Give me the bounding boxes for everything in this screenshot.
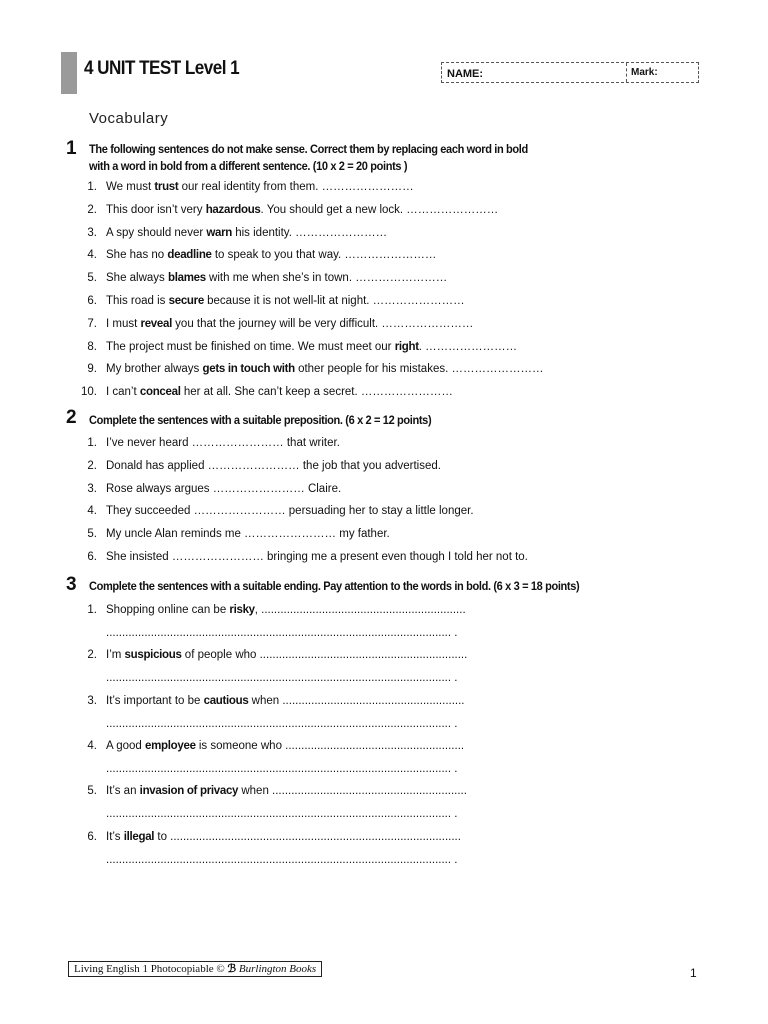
item-text: Donald has applied …………………… the job that you advertised. <box>106 459 441 472</box>
name-mark-box <box>441 62 699 83</box>
item-text-before: She always <box>106 272 169 285</box>
item-text-before: This road is <box>106 295 169 307</box>
item-text-before: I must <box>106 317 141 330</box>
page-title: 4 UNIT TEST Level 1 <box>84 58 240 79</box>
item-text: Rose always argues …………………… Claire. <box>106 482 342 495</box>
item-answer-line: ............................................................................................................ . <box>106 808 458 821</box>
exercise-item <box>70 784 467 799</box>
item-number: 6. <box>87 295 97 307</box>
title-accent-bar <box>61 52 77 94</box>
exercise-item <box>70 482 341 497</box>
item-text-before: I can’t <box>106 386 140 399</box>
item-number: 2. <box>87 203 97 216</box>
exercise-item <box>70 550 528 565</box>
item-text-before: Shopping online can be <box>106 604 230 616</box>
exercise-item <box>70 385 453 400</box>
item-text-after: you that the journey will be very difficult. …………………… <box>171 317 474 330</box>
item-bold-word: gets in touch with <box>202 363 295 376</box>
exercise-3-instructions: Complete the sentences with a suitable ending. Pay attention to the words in bold. (6 x 3 = 18 points) <box>89 579 580 593</box>
exercise-item <box>70 603 466 618</box>
footer-brand: Burlington Books <box>238 963 317 975</box>
item-text: My uncle Alan reminds me …………………… my father. <box>106 528 390 541</box>
item-text: She insisted …………………… bringing me a present even though I told her not to. <box>106 551 528 563</box>
name-field-label: NAME: <box>447 68 484 80</box>
exercise-item <box>70 436 340 451</box>
item-text-after: . …………………… <box>418 340 518 353</box>
mark-field-label: Mark: <box>631 67 658 78</box>
exercise-item <box>70 180 414 195</box>
item-number: 3. <box>87 694 97 707</box>
item-text-before: The project must be finished on time. We must meet our <box>106 340 395 353</box>
exercise-item <box>70 739 464 754</box>
burlington-logo-icon: ℬ <box>227 963 237 975</box>
item-answer-line: ............................................................................................................ . <box>106 717 458 730</box>
exercise-item <box>70 294 465 309</box>
item-text-before: I’m <box>106 649 125 662</box>
exercise-item <box>70 504 474 519</box>
item-bold-word: blames <box>168 272 206 285</box>
item-answer-line: ............................................................................................................ . <box>106 762 458 775</box>
exercise-item <box>70 248 436 263</box>
exercise-item <box>70 317 473 332</box>
item-number: 8. <box>87 340 97 353</box>
exercise-1-instruction-line: with a word in bold from a different sentence. (10 x 2 = 20 points ) <box>89 159 408 173</box>
item-text-before: My brother always <box>106 363 203 376</box>
item-bold-word: conceal <box>139 386 181 399</box>
exercise-1-instructions <box>89 141 528 175</box>
exercise-1-instruction-line: The following sentences do not make sense. Correct them by replacing each word in bold <box>89 142 528 156</box>
item-number: 5. <box>87 785 97 798</box>
item-text-after: to ........................................................................................... <box>154 830 461 843</box>
item-text-before: She has no <box>106 249 168 262</box>
item-number: 4. <box>87 739 97 752</box>
exercise-item <box>70 694 465 709</box>
item-text-after: to speak to you that way. …………………… <box>211 249 437 262</box>
item-bold-word: invasion of privacy <box>139 785 239 798</box>
item-text-before: We must <box>106 181 155 193</box>
item-text-before: A spy should never <box>106 226 207 239</box>
item-answer-line: ............................................................................................................ . <box>106 627 458 639</box>
item-text-before: It’s <box>106 830 124 843</box>
item-text-after: because it is not well-lit at night. …………………… <box>203 295 465 307</box>
item-text-after: , ................................................................ <box>254 604 466 616</box>
item-bold-word: trust <box>154 181 179 193</box>
exercise-item <box>70 830 461 845</box>
item-text-after: is someone who ........................................................ <box>195 739 465 752</box>
footer-copyright <box>68 961 322 977</box>
item-text-after: with me when she’s in town. …………………… <box>205 272 448 285</box>
exercise-item <box>70 340 517 355</box>
exercise-item <box>70 648 467 663</box>
exercise-item <box>70 527 390 542</box>
exercise-item <box>70 226 387 241</box>
item-answer-line: ............................................................................................................ . <box>106 853 458 866</box>
item-number: 10. <box>81 386 97 399</box>
item-bold-word: risky <box>229 604 255 616</box>
exercise-item <box>70 459 441 474</box>
item-text-after: her at all. She can’t keep a secret. …………………… <box>180 386 453 399</box>
item-text-before: A good <box>106 739 146 752</box>
item-text-after: his identity. …………………… <box>232 226 388 239</box>
item-number: 3. <box>87 482 97 495</box>
footer-text: Living English 1 Photocopiable © <box>74 963 228 975</box>
item-bold-word: deadline <box>167 249 212 262</box>
item-text: I’ve never heard …………………… that writer. <box>106 437 340 449</box>
item-text-after: . You should get a new lock. …………………… <box>260 203 499 216</box>
item-bold-word: secure <box>168 295 204 307</box>
name-mark-divider <box>626 63 627 82</box>
exercise-item <box>70 203 498 218</box>
page-number: 1 <box>690 966 697 980</box>
item-answer-line: ............................................................................................................ . <box>106 672 458 685</box>
item-number: 6. <box>87 551 97 563</box>
item-bold-word: illegal <box>123 830 155 843</box>
section-heading: Vocabulary <box>89 110 169 127</box>
item-number: 1. <box>87 181 97 193</box>
item-text-after: other people for his mistakes. …………………… <box>294 363 544 376</box>
item-number: 7. <box>87 317 97 330</box>
item-number: 2. <box>87 459 97 472</box>
item-text-after: our real identity from them. …………………… <box>178 181 414 193</box>
item-text-before: It’s important to be <box>106 694 204 707</box>
item-text-before: It’s an <box>106 785 140 798</box>
exercise-item <box>70 362 543 377</box>
item-text-after: when ............................................................. <box>238 785 467 798</box>
item-number: 4. <box>87 249 97 262</box>
item-bold-word: reveal <box>140 317 172 330</box>
item-bold-word: suspicious <box>124 649 182 662</box>
item-number: 3. <box>87 226 97 239</box>
exercise-1-number: 1 <box>66 138 77 159</box>
item-number: 1. <box>87 604 97 616</box>
item-number: 6. <box>87 830 97 843</box>
item-number: 5. <box>87 528 97 541</box>
item-text: They succeeded …………………… persuading her to stay a little longer. <box>106 505 474 518</box>
item-number: 9. <box>87 363 97 376</box>
item-bold-word: employee <box>145 739 196 752</box>
item-number: 2. <box>87 649 97 662</box>
item-bold-word: hazardous <box>205 203 261 216</box>
item-number: 5. <box>87 272 97 285</box>
item-text-after: of people who ................................................................. <box>181 649 468 662</box>
exercise-2-number: 2 <box>66 407 77 428</box>
item-text-before: This door isn’t very <box>106 203 206 216</box>
item-bold-word: cautious <box>203 694 249 707</box>
exercise-2-instructions: Complete the sentences with a suitable preposition. (6 x 2 = 12 points) <box>89 413 432 427</box>
item-text-after: when ......................................................... <box>248 694 465 707</box>
item-number: 4. <box>87 505 97 518</box>
exercise-item <box>70 271 447 286</box>
item-bold-word: warn <box>206 226 233 239</box>
exercise-3-number: 3 <box>66 574 77 595</box>
item-bold-word: right <box>394 340 419 353</box>
item-number: 1. <box>87 437 97 449</box>
